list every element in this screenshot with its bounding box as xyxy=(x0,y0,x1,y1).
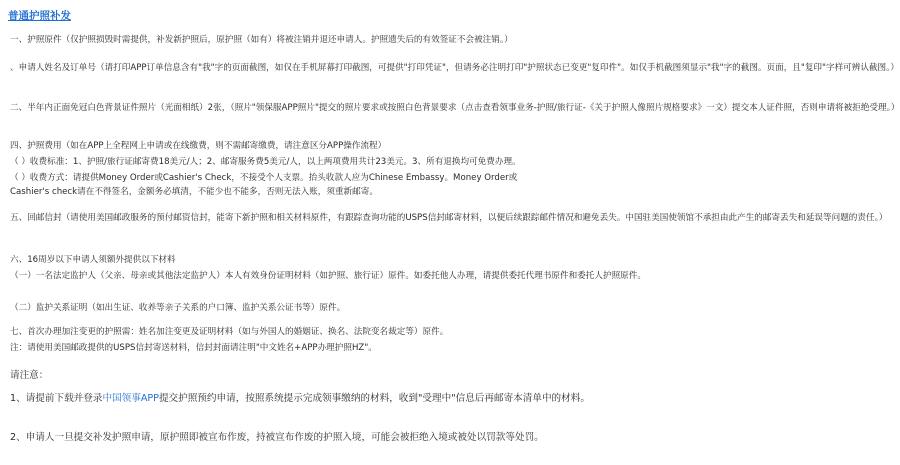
consular-app-link[interactable]: 中国领事APP xyxy=(102,393,159,404)
text-line: 七、首次办理加注变更的护照需：姓名加注变更及证明材料（如与外国人的婚姻证、换名、法院变名裁定等）原件。 xyxy=(10,327,449,337)
text-line: 二、半年内正面免冠白色背景证件照片（光面相纸）2张，（照片"领保服APP照片"提交的照片要求或按照白色背景要求（点击查看领事业务-护照/旅行证-《关于护照人像照片规格要求》一文）提交本人证件照，否则申请将被拒绝受理。） xyxy=(10,103,900,113)
text-line: 注：请使用美国邮政提供的USPS信封寄送材料，信封封面请注明"中文姓名+APP办理护照HZ"。 xyxy=(10,343,377,353)
text-line: （ ）收费方式：请提供Money Order或Cashier's Check，不接受个人支票。抬头收款人应为Chinese Embassy。Money Order或 xyxy=(10,173,518,183)
text-line: 请注意： xyxy=(10,370,49,381)
text-line: 2、申请人一旦提交补发护照申请，原护照即被宣布作废，持被宣布作废的护照入境，可能会被拒绝入境或被处以罚款等处罚。 xyxy=(10,432,544,443)
text-line: 1、请提前下载并登录中国领事APP提交护照预约申请，按照系统提示完成领事缴纳的材料，收到"受理中"信息后再邮寄本清单中的材料。 xyxy=(10,393,590,404)
text-line: 、申请人姓名及订单号（请打印APP订单信息含有"我"字的页面截图，如仅在手机屏幕打印截图，可提供"打印凭证"，但请务必注明打印"护照状态已变更"复印件"。如仅手机截图须显示"我"字的截图。页面，且"复印"字样可辨认截图。） xyxy=(10,63,900,73)
text-line: Cashier's check请在不得签名，金额务必填清，不能少也不能多，否则无法入账，须重新邮寄。 xyxy=(10,187,378,197)
text-line: （二）监护关系证明（如出生证、收养等亲子关系的户口簿、监护关系公证书等）原件。 xyxy=(10,303,346,313)
text-line: （一）一名法定监护人（父亲、母亲或其他法定监护人）本人有效身份证明材料（如护照、旅行证）原件。如委托他人办理，请提供委托代理书原件和委托人护照原件。 xyxy=(10,271,646,281)
text-line: 四、护照费用（如在APP上全程网上申请或在线缴费，则不需邮寄缴费，请注意区分APP操作流程） xyxy=(10,141,387,151)
text-line: （ ）收费标准：1、护照/旅行证邮寄费18美元/人；2、邮寄服务费5美元/人，以上两项费用共计23美元。3、所有退换均可免费办理。 xyxy=(10,157,521,167)
text-line: 一、护照原件（仅护照损毁时需提供，补发新护照后，原护照（如有）将被注销并退还申请人。护照遗失后的有效签证不会被注销。） xyxy=(10,35,513,45)
page-title[interactable]: 普通护照补发 xyxy=(8,10,71,22)
text-line: 六、16周岁以下申请人须额外提供以下材料 xyxy=(10,255,176,265)
text-line: 五、回邮信封（请使用美国邮政服务的预付邮资信封，能寄下新护照和相关材料原件，有跟踪查询功能的USPS信封邮寄材料，以便后续跟踪邮件情况和避免丢失。中国驻美国使领馆不承担由此产生的邮寄丢失和延误等问题的责任。） xyxy=(10,213,888,223)
